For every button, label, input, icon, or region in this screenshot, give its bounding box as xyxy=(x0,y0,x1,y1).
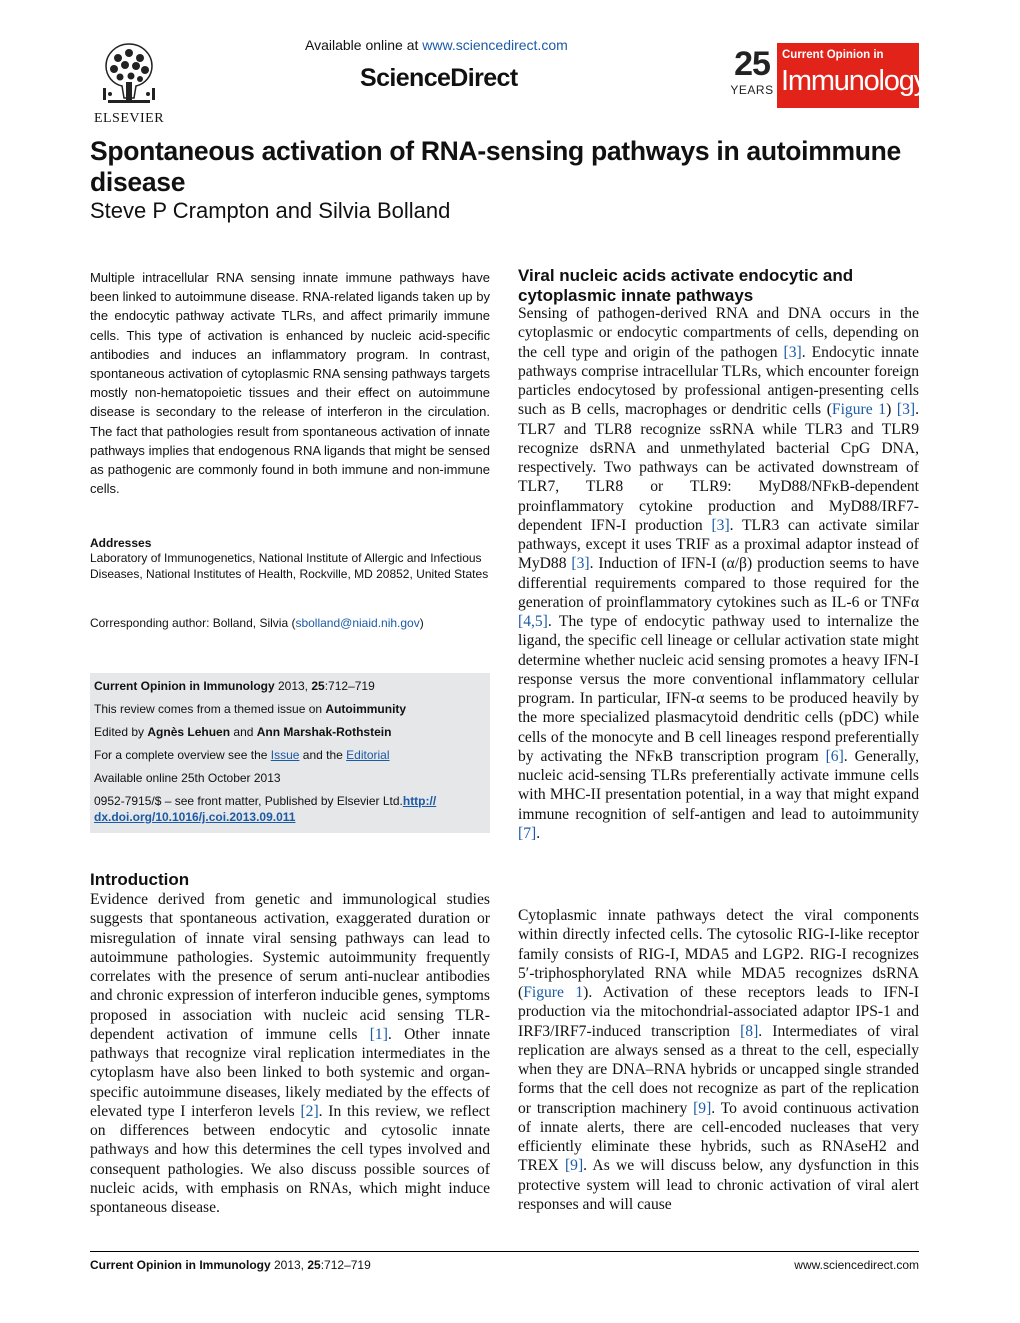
article-authors: Steve P Crampton and Silvia Bolland xyxy=(90,198,451,223)
paragraph-text: . Intermediates of viral replication are always sensed as a threat to the cell, especially when they are DNA–RNA hybrids or uncapped single stranded forms that the cell does not recognize as part of the replication or transcription machinery xyxy=(518,1022,919,1117)
editorial-link[interactable]: Editorial xyxy=(346,748,390,762)
reference-link[interactable]: [3] xyxy=(571,555,590,573)
elsevier-tree-icon xyxy=(98,38,160,108)
footer-year: 2013, xyxy=(270,1258,308,1272)
addresses-block xyxy=(90,536,490,582)
available-online xyxy=(305,37,568,53)
journal-logo xyxy=(727,43,927,108)
footer-volume: 25 xyxy=(307,1258,321,1272)
info-themed-prefix: This review comes from a themed issue on xyxy=(94,702,326,716)
addresses-text: Laboratory of Immunogenetics, National Institute of Allergic and Infectious Diseases, National Institutes of Health, Rockville, MD 20852, United States xyxy=(90,551,489,581)
reference-link[interactable]: [6] xyxy=(825,747,844,765)
addresses-heading: Addresses xyxy=(90,536,152,550)
reference-link[interactable]: [9] xyxy=(693,1099,712,1117)
paragraph-text: Sensing of pathogen-derived RNA and DNA occurs in the cytoplasmic or endocytic compartments of cells, depending on the cell type and origin of the pathogen xyxy=(518,305,919,361)
section1-paragraph2 xyxy=(518,906,919,1214)
info-edited-prefix: Edited by xyxy=(94,725,148,739)
section1-paragraph1 xyxy=(518,304,919,843)
reference-link[interactable]: [3] xyxy=(711,516,730,534)
paragraph-text: . xyxy=(536,824,541,842)
footer-pages: :712–719 xyxy=(320,1258,371,1272)
reference-link[interactable]: [3] xyxy=(783,343,802,361)
reference-link[interactable]: [3] xyxy=(896,401,916,419)
elsevier-logo xyxy=(90,38,168,128)
info-overview-and: and the xyxy=(299,748,347,762)
paragraph-text: . To avoid continuous activation of innate alerts, there are cell-encoded nucleases that very efficiently eliminate these hybrids, such as RNAseH2 and TREX xyxy=(518,1099,919,1175)
paragraph-text: . TLR7 and TLR8 recognize ssRNA while TLR3 and TLR9 recognize dsRNA and unmethylated bacterial CpG DNA, respectively. Two pathways can be activated downstream of TLR7, TLR8 or TLR9: MyD88/NFκB-dependent proinflammatory cytokine production and MyD88/IRF7-dependent IFN-I production xyxy=(518,401,919,534)
info-editor-2: Ann Marshak-Rothstein xyxy=(256,725,392,739)
reference-link[interactable]: Figure 1 xyxy=(831,401,887,419)
anniversary-badge xyxy=(727,43,777,108)
paragraph-text: . Endocytic innate pathways comprise intracellular TLRs, which encounter foreign particles endocytosed by professional antigen-presenting cells such as B cells, macrophages or dendritic cells ( xyxy=(518,343,919,419)
info-edited xyxy=(94,724,486,740)
reference-link[interactable]: [2] xyxy=(300,1102,319,1120)
publisher-name: ELSEVIER xyxy=(93,111,165,126)
introduction-text xyxy=(90,890,490,1217)
footer-journal: Current Opinion in Immunology xyxy=(90,1258,271,1272)
journal-name-block xyxy=(777,43,927,108)
info-available: Available online 25th October 2013 xyxy=(94,771,281,785)
reference-link[interactable]: [4,5] xyxy=(518,613,548,630)
info-pages: :712–719 xyxy=(324,679,375,693)
doi-link-part2[interactable]: dx.doi.org/10.1016/j.coi.2013.09.011 xyxy=(94,810,296,824)
paragraph-text: ). Activation of these receptors leads to IFN-I production via the mitochondrial-associated adaptor IPS-1 and IRF3/IRF7-induced transcription xyxy=(518,984,919,1040)
corresponding-author xyxy=(90,615,490,631)
abstract: Multiple intracellular RNA sensing innate immune pathways have been linked to autoimmune disease. RNA-related ligands taken up by the endocytic pathway activate TLRs, and affect primarily immune cells. This type of activation is enhanced by nucleic acid-specific antibodies and induces an inflammatory program. In contrast, spontaneous activation of cytoplasmic RNA sensing pathways targets mostly non-hematopoietic tissues and their effect on autoimmune disease is secondary to the release of interferon in the circulation. The fact that pathologies result from spontaneous activation of innate pathways implies that endogenous RNA ligands that might be sensed as pathogenic are commonly found in both immune and non-immune cells. xyxy=(90,270,490,497)
info-editor-1: Agnès Lehuen xyxy=(147,725,231,739)
available-prefix: Available online at xyxy=(305,37,423,53)
reference-link[interactable]: [9] xyxy=(564,1157,584,1175)
section1-heading: Viral nucleic acids activate endocytic and cytoplasmic innate pathways xyxy=(518,266,854,305)
corresponding-suffix: ) xyxy=(419,616,424,630)
journal-name-line2: Immunology xyxy=(781,65,927,97)
corresponding-prefix: Corresponding author: Bolland, Silvia ( xyxy=(90,616,296,630)
info-copyright xyxy=(94,793,486,825)
article-info-box xyxy=(90,673,490,833)
reference-link[interactable]: [1] xyxy=(369,1025,388,1043)
issue-link[interactable]: Issue xyxy=(270,748,300,762)
info-volume: 25 xyxy=(311,679,325,693)
intro-text-a: Evidence derived from genetic and immunological studies suggests that spontaneous activation, exaggerated duration or misregulation of innate viral sensing pathways can lead to autoimmune pathologies. Systemic autoimmunity frequently correlates with the presence of serum anti-nuclear antibodies and chronic expression of interferon inducible genes, symptoms proposed in association with nucleic acid sensing TLR-dependent activation of immune cells xyxy=(90,891,490,1043)
paragraph-text: . The type of endocytic pathway used to internalize the ligand, the specific cell lineage or cellular activation state might determine whether nucleic acid sensing promotes a heavy IFN-I response versus the more conventional inflammatory cellular program. In particular, IFN-α seems to be produced heavily by the more specialized plasmacytoid dendritic cells (pDC) while cells of the monocyte and B cell lineages respond preferentially by activating the NFκB transcription program xyxy=(518,613,919,765)
paragraph-text: . TLR3 can activate similar pathways, except it uses TRIF as a proximal adaptor instead of MyD88 xyxy=(518,516,919,573)
paragraph-text: . Generally, nucleic acid-sensing TLRs preferentially activate immune cells with MHC-II presentation potential, in a way that might expand immune recognition of self-antigen and lead to autoimmunity xyxy=(518,747,919,823)
introduction-heading: Introduction xyxy=(90,870,190,889)
paragraph-text: . Induction of IFN-I (α/β) production seems to have differential requirements compared to those required for the generation of proinflammatory cytokines such as IL-6 or TNFα xyxy=(518,555,919,611)
info-overview-prefix: For a complete overview see the xyxy=(94,748,271,762)
anniversary-number: 25 xyxy=(734,45,770,83)
paragraph-text: Cytoplasmic innate pathways detect the viral components within directly infected cells. The cytosolic RIG-I-like receptor family consists of RIG-I, MDA5 and LGP2. RIG-I recognizes 5′-triphosphorylated RNA while MDA5 recognizes dsRNA ( xyxy=(518,907,919,1001)
info-themed xyxy=(94,701,486,717)
paragraph-text: . As we will discuss below, any dysfunction in this protective system will lead to chronic activation of viral alert responses and will cause xyxy=(518,1157,919,1213)
reference-link[interactable]: Figure 1 xyxy=(523,984,584,1001)
footer-rule xyxy=(90,1251,919,1252)
footer-citation xyxy=(90,1258,371,1272)
paragraph-text: ) xyxy=(886,401,897,419)
info-citation xyxy=(94,678,486,694)
info-journal: Current Opinion in Immunology xyxy=(94,679,275,693)
info-edited-and: and xyxy=(230,725,257,739)
doi-link-part1[interactable]: http:// xyxy=(402,794,437,808)
intro-text-b: . Other innate pathways that recognize viral replication intermediates in the cytoplasm have also been linked to both systemic and organ-specific autoimmune diseases, likely mediated by the effects of elevated type I interferon levels xyxy=(90,1025,490,1120)
info-year: 2013, xyxy=(274,679,312,693)
info-overview xyxy=(94,747,486,763)
journal-name-line1: Current Opinion in xyxy=(782,49,884,61)
info-themed-topic: Autoimmunity xyxy=(325,702,407,716)
corresponding-email-link[interactable]: sbolland@niaid.nih.gov xyxy=(295,616,420,630)
reference-link[interactable]: [8] xyxy=(740,1022,759,1040)
article-title: Spontaneous activation of RNA-sensing pathways in autoimmune disease xyxy=(90,136,901,197)
reference-link[interactable]: [7] xyxy=(518,824,537,842)
footer-url[interactable]: www.sciencedirect.com xyxy=(794,1258,919,1272)
sciencedirect-link[interactable]: www.sciencedirect.com xyxy=(422,37,568,53)
anniversary-label: YEARS xyxy=(730,83,774,97)
sciencedirect-wordmark: ScienceDirect xyxy=(360,64,518,92)
info-copyright-text: 0952-7915/$ – see front matter, Published by Elsevier Ltd. xyxy=(94,794,403,808)
intro-text-c: . In this review, we reflect on differences between endocytic and cytosolic innate pathways and how this determines the cell types involved and consequent pathologies. We also discuss possible sources of nucleic acids, with emphasis on RNAs, which might induce spontaneous disease. xyxy=(90,1102,491,1216)
